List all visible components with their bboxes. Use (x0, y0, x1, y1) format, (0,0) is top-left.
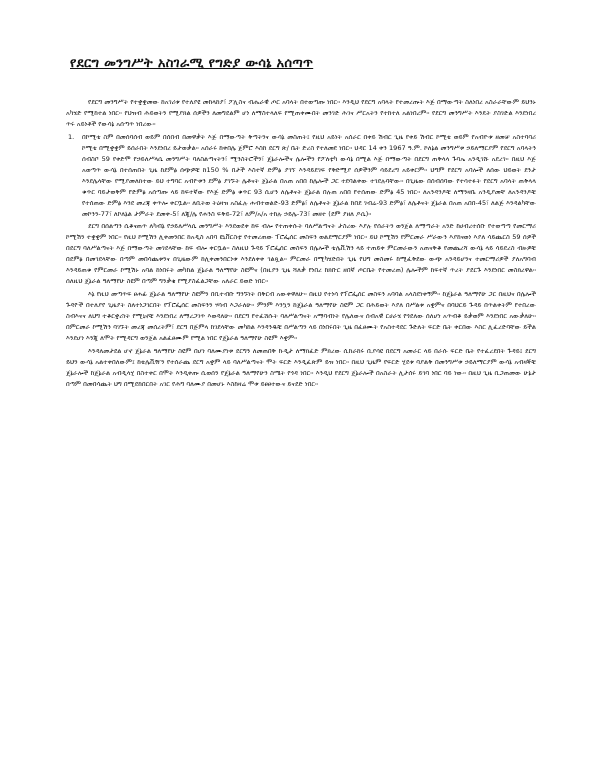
item-number: 1. (68, 133, 75, 142)
document-page (66, 56, 536, 390)
paragraph-3: እኔ የዚህ መጣጥፍ ፀሐፊ ጄኔራል ዓለማየሁ ስዩምን በቢተብቡ ግንኙነት በቅርብ አውቀዋለሁ፡፡ በዚህ የተነሳ የፕሮፌሰር መስፍን አባባል አላስደነቀኝም፡፡ ከጄኔራል ዓለማየሁ ጋር በዚህና በሌሎች ጉዳዮች በተለያየ ጊዜያት ስለተነጋገርበት የፕሮፌሰር መስፍንን ሃሳብ እጋራለሁ፡፡ ምንም እንኳን ከጄኔራል ዓለማየሁ ስዩም ጋር በሕይወት እያለ በሥልቱ አቋምና በባህርይ ጉዳይ በጥልቀትም የተበረው ስብእናና ለህግ ተቆርቋሪነት የሚኒኖቹ እንደነበረ ለማረጋገጥ እወዳለሁ፡፡ በደርግ የተፈሸሱት ባለሥልጣናት አማባብነት የሌለውና ሰብአዊ ርሀራሄ የጎደለው ሰለሆነ አጥብቆ ይቃወም እንደነበር አውቃለሁ፡፡ በምርመራ ኮሚሽን ባገኙት መረጃ መሰረትም፣ ደርግ በጅምላ ከገደላቸው መካከል እንዳንዱቹ በሥልጣን ላይ በነበሩበት ጊዜ በፈፀሙት የአስተዳደር ጉድለት ፍርድ ቤት ቀርበው እስር ሊፈረድባቸው ይችል እንደሆነ እንጂ ለሞት የሚዳርግ ወንጀል አልፈፀሙም የሚል ነበር የጄኔራል ዓለማየሁ ስዩም እቋም፡፡ (66, 289, 536, 342)
numbered-item (66, 132, 536, 220)
item-text: በኮሚቴ ስም በመሰባሰብ ወይም በሰበብ በመዋቃት እጅ በማውጣት ቅጣትንና ውሳኔ መስጠት፤ የዚህ አይነት አሰራር በቀይ ሽብር ጊዜ የቀይ ሽብር ኮሚቴ ወይም የአብዮቱ ዘመቻ አስተባባሪ ኮሚቴ በሚቋቋም ይሰራበት እንደነበረ ይታወቃል፡፡ አሰራሩ ከቀበሌ ጀምሮ እስከ ደርግ ጽ/ ቤት ድረስ የተለመደ ነበር፡፡ ህዳር 14 ቀን 1967 ዓ.ም. ኮለኔል መንግሥቱ ኃይለማርያም የደርግ አባላትን ሰብስቦ 59 የቀድሞ የኃይለሥላሴ መንግሥት ባለስልጣናትን፣ ሚንስትሮችን፣ ጄኔራሎችና ሌሎችን የፖለቲካ ውሳኔ በሚል እጅ በማውጣት በደርግ ጠቅላላ ጉባኤ አንዲገሹ አደረገ። በዚህ እጅ አወጣጥ ውሳኔ በተሰጠበት ጊዜ ከደምፅ ሰጭዎቹ ከ150 % በታች እስተኛ ድምፅ ያገኘ እንዳይደገፍ የቅድሚያ ሰዎችንም ሳይደረግ አይቀርም፡፡ ህግም የደርግ አባሎች ለሰው ህይወት ደንታ እንደሌላቸው የሚያመለክተው ይህ ተግባር አብዮቱን ደምፅ ያገኙት ሌቶናት ጀኔራል በአጠ አበበ ከሌሎች ጋር ተደባልቀው ተገደሉባቸው፡፡ በጊዜው በሰብሰባው የተሳተፉት የደርግ አባላት ጠቅላላ ቁጥር ባይታወቅም የድምፅ አሰጣጡ ላይ ከፍተኛው የእጅ ድምፅ ቁጥር 93 ሲሆን ለሌቶናት ጄኔራል በሉጠ አበበ የተሰጠው ድምፅ 45 ነበር፡፡ ለአንዳንዶቹ ለማንዛቤ አንዲያመቸ ለአንዳንዶቹ የተሰጠው ድምፅ እንደ መረጃ ቀጥሎ ቀርቧል፡፡ ለቢትወ ትዕዛዝ አስፈሉ ሐብተወልድ-93 ድምፅ፣ ለሌቶናት ጄኔራል ከበደ ገብሬ-93 ድምፅ፣ ለሌቶናት ጄኔራል በአጠ አበበ-45፣ ለልጅ እንዳልካቸው መኮንን-77፣ ለኮለኔል ታምራት ደመቀ-5፣ ለጂ/ሌ የሐንስ ፍቅይ-72፣ ለም/አ/አ ተከሉ ኃይሌ-73፣ መዘተ (ደም ያዘለ ዶሴ)፡፡ (82, 133, 536, 219)
page-title: የደርግ መንግሥት አስገራሚ የግድያ ውሳኔ አሰጣጥ (70, 56, 314, 71)
paragraph-2: ደርግ በሰልጣን ሲቆናጠጥ ለካብኔ የኃይለሥላሴ መንግሥት እንደወደቀ ከፍ ብሎ የተጠቀሱት ባለሥልጣናት ታስረው እያሉ የሰራትን ወንጀል ለማጣራት አንድ ከሀብረተሰቡ የተወጣጣ የመርማሪ ኮሚሽን ተቋቋም ነበር፡፡ የዚህ ኮሚሽን ሊቀመንበር ከአዲስ አበባ ዩኒቨርስቲ የተመረጠው ፕሮፌሰር መስፍን ወልደማርያም ነበር፡፡ ይህ ኮሚሽን የምርመራ ሥራውን እያከናወነ እያለ ሳይጨርስ 59 ሰዎች በደርግ ባለሥልጣናት እጅ በማውጣት መገደላቸው ከፍ ብሎ ቀርቧል፡፡ ስለዚህ ጉዳይ ፕሮፌሰር መስፍን በሌሎች ቴሌቪሽን ላይ ተጠይቀ ምርመራውን አጠናቅቆ የመጨረሻ ውሳኔ ላይ ሳይደረስ ብዙዎቹ በደምፅ በመገደላቸው በጣም መበሳጨቱንና በጊዜውም ከሊቀመንበርነቱ እንደለቀቀ ገልጿል፡፡ ምርመራ በሚካሄድበት ጊዜ የህግ መስመሩ ከሚፈቅደው ውጭ አንዳይሆንና ተመርማሪዎች ያለአግባብ እንዳይጠቁ የምርመራ ኮሚሽኑ አባል ከነበሩት መካከል ጄኔራል ዓለማየሁ ስዩምና (በዚያን ጊዜ ሻለቃ የነበረ ከክቡር ዘበኛ ጦርቤት የተመረጠ) ሌሎችም ከፍተኛ ጥረት ያደርጉ እንደነበር መስክረዋል፡፡ ሰለዚህ ጄኔራል ዓለማየሁ ስዩም በጣም ግንቃቄ የሚያስፈልጋቸው አለራር ይወድ ነበር፡፡ (66, 221, 536, 285)
paragraph-4: እንዳለመታደል ሆኖ ጄኔራል ዓለማየሁ ስዩም በሆነ ባለሙያነቱ ደርግን ለመጠበቅ ኩዲታ ለማክፈድ ምክረው ሲከራከሩ ቢያሳዩ በደርግ አመራር ላይ በራሱ ፍርድ ቤት የተፈረደበት ጉዳይ፤ ደርግ ይህን ውሳኔ አልተቀበለውም፤ ከቴሌቪዥን የተሰራጨ ደርግ አቋም ላይ ባለሥልጣናት ሞት ፍርድ እንዲፈጽም ይዝ ነበር፡፡ በዚህ ጊዜም የፍርድ ሂደቱ ባያልቅ በመንግሥቱ ኃይለማርያም ውሳኔ አብዛኞቹ ጄኔራሎች ከጄኔራል አብዲላሂ በስተቀር በሞት እንዲቀጡ ሲወሰን የጄኔራል ዓለማየሁን ስሜት የጎዳ ነበር፡፡ እንዲህ የደርግ ጄኔራሎች በአስራት ሊታሰሩ ይገባ ነበር ባይ ነው፡፡ በዚህ ጊዜ ቢጋጠመው ሁኔታ በጣም በመበሳጨት ህግ በሚደከበርበት አገር የሕግ ባለሙያ በመሆኑ እስከዛሬ ሞቱ ይፀፀተውና ይናደድ ነበር፡፡ (66, 347, 536, 389)
intro-paragraph: የደርግ መንግሥት የተቋቋመው ከአገሪቱ የተለያዩ መከላከያ፣ ፖሊስና ብሔራዊ ጦር አባላት በተወጣጡ ነበር፡፡ እንዲህ የደርግ አባላት የተመረጡት እጅ በማውጣት ስለነበረ አስራራቸውም ይህንኑ አካሄድ የሚከተል ነበር፡፡ የህዝብ ሕይወትን የሚያክል ሰዎችን ለመግደልም ሆነ ለማስተላለፍ የሚጠቀሙበት መንገድ ሕገና ሥርአትን የተከተለ አልነበረም፡፡ የደርግ መንግሥት እንዴት ያስገድል እንደነበረ ጥሩ አይነቶች የውሳኔ አሰጣጥ ነበረው፡፡ (66, 98, 536, 129)
